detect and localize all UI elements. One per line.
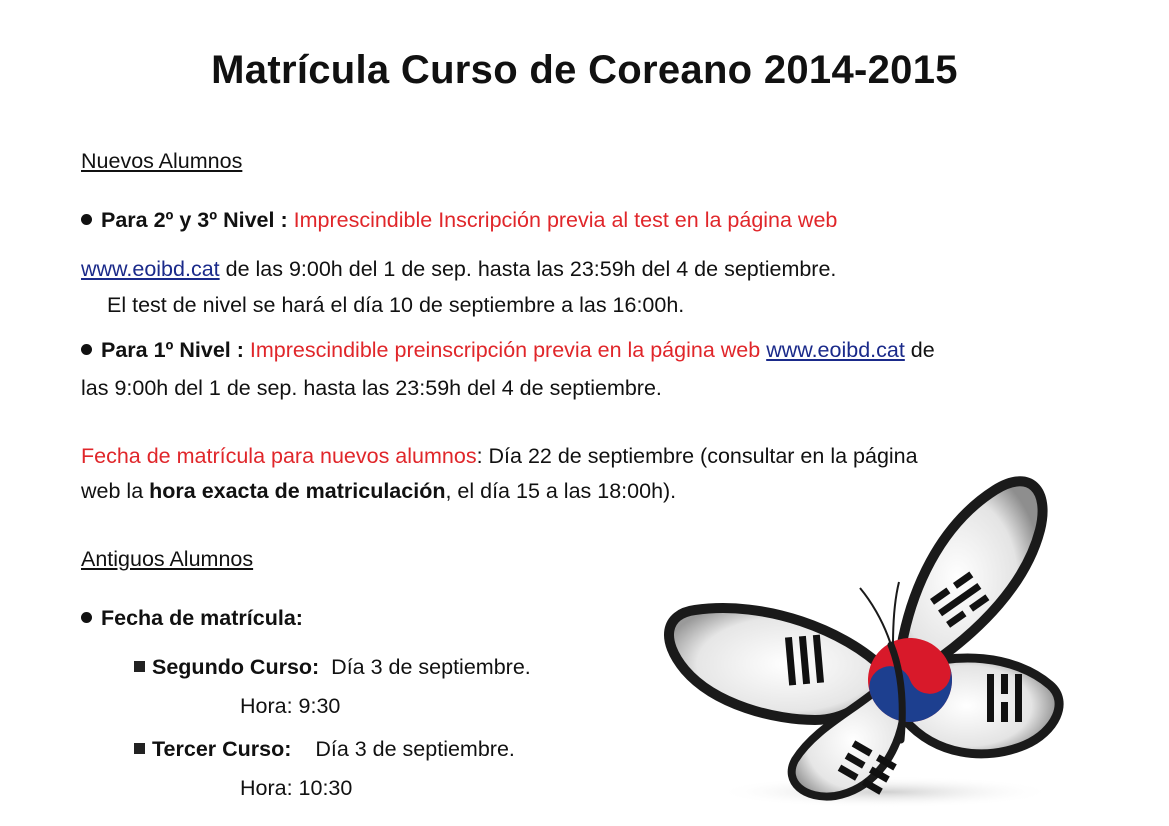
fecha-text: : Día 22 de septiembre (consultar en la página	[476, 444, 918, 468]
fecha-text-start: web la	[81, 479, 150, 503]
square-bullet-icon	[134, 661, 145, 672]
fecha-nuevos-line1	[81, 442, 918, 470]
tercer-curso-item	[134, 735, 515, 763]
left-upper-wing	[669, 608, 885, 720]
eoibd-link[interactable]: www.eoibd.cat	[81, 257, 220, 281]
bullet-icon	[81, 344, 92, 355]
item-text: de las 9:00h del 1 de sep. hasta las 23:59h del 4 de septiembre.	[219, 257, 837, 281]
test-info-line: El test de nivel se hará el día 10 de septiembre a las 16:00h.	[107, 293, 685, 317]
page-title: Matrícula Curso de Coreano 2014-2015	[211, 48, 958, 92]
fecha-text-end: , el día 15 a las 18:00h).	[445, 479, 677, 503]
segundo-curso-item	[134, 653, 531, 681]
item-red-text: Imprescindible preinscripción previa en la página web	[249, 338, 761, 362]
item-label: Para 1º Nivel :	[101, 338, 244, 362]
segundo-label: Segundo Curso:	[152, 655, 320, 679]
section-heading-nuevos: Nuevos Alumnos	[81, 149, 243, 173]
fecha-matricula-label: Fecha de matrícula:	[101, 606, 303, 630]
item-para-2-3-nivel-line2	[81, 255, 836, 283]
antenna	[860, 588, 891, 645]
tercer-hora: Hora: 10:30	[240, 776, 353, 800]
item-para-2-3-nivel	[81, 206, 837, 234]
segundo-date: Día 3 de septiembre.	[331, 655, 531, 679]
tercer-label: Tercer Curso:	[152, 737, 292, 761]
fecha-bold-text: hora exacta de matriculación	[149, 479, 446, 503]
section-heading-antiguos: Antiguos Alumnos	[81, 547, 254, 571]
item-label: Para 2º y 3º Nivel :	[101, 208, 288, 232]
butterfly-illustration	[655, 470, 1075, 810]
antenna	[893, 582, 899, 645]
fecha-matricula-item	[81, 604, 303, 632]
item-para-1-nivel-line2: las 9:00h del 1 de sep. hasta las 23:59h del 4 de septiembre.	[81, 376, 662, 400]
tercer-date: Día 3 de septiembre.	[315, 737, 515, 761]
item-red-text: Imprescindible Inscripción previa al test en la página web	[293, 208, 838, 232]
bullet-icon	[81, 612, 92, 623]
item-para-1-nivel	[81, 336, 935, 364]
square-bullet-icon	[134, 743, 145, 754]
bullet-icon	[81, 214, 92, 225]
segundo-hora: Hora: 9:30	[240, 694, 341, 718]
item-text: de	[904, 338, 935, 362]
eoibd-link-2[interactable]: www.eoibd.cat	[766, 338, 905, 362]
fecha-label: Fecha de matrícula para nuevos alumnos	[81, 444, 477, 468]
fecha-nuevos-line2	[81, 477, 676, 505]
